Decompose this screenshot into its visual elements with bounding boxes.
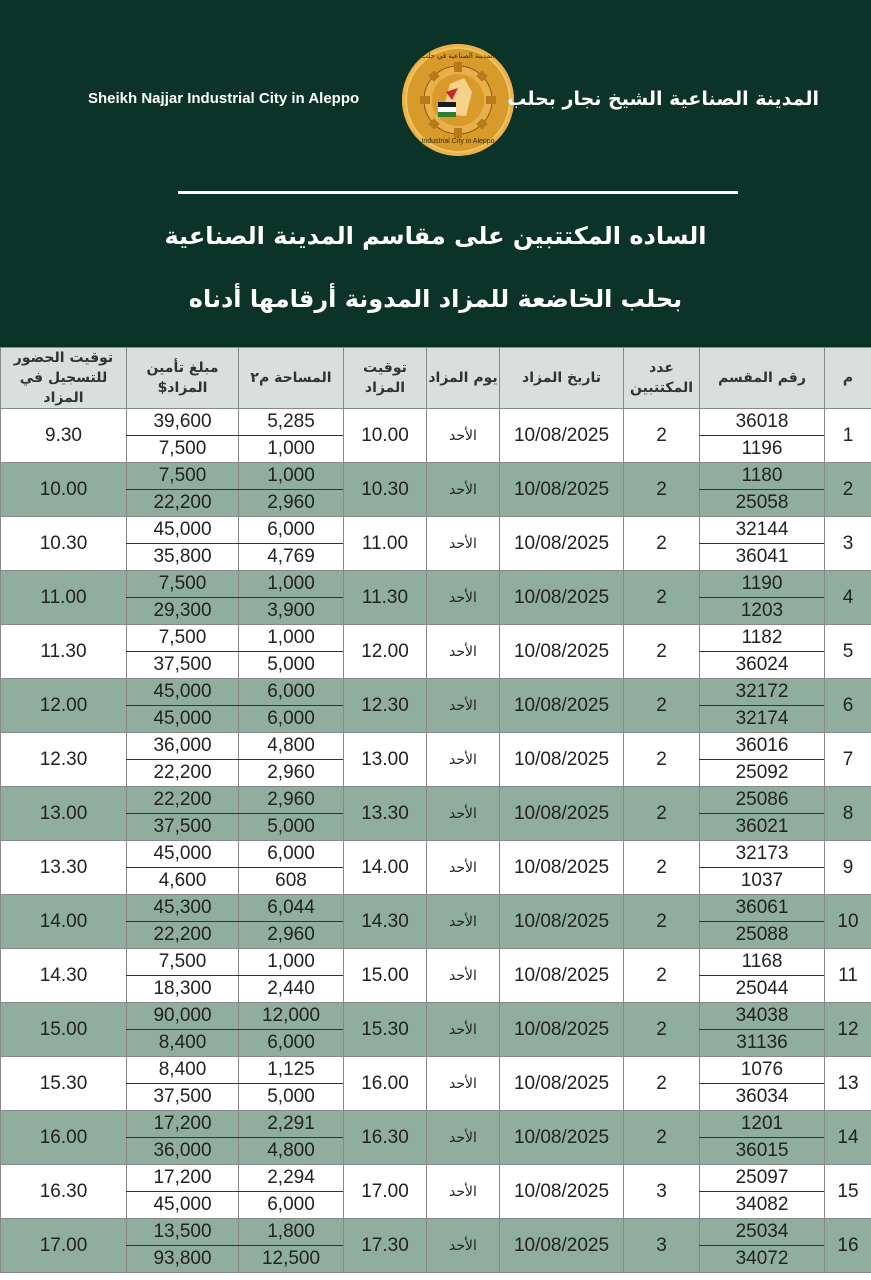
row-number: 3: [825, 517, 871, 571]
attendance-time: 15.00: [1, 1003, 127, 1057]
plot-area: 4,800: [239, 733, 344, 760]
insurance-amount: 39,600: [127, 409, 239, 436]
insurance-amount: 17,200: [127, 1111, 239, 1138]
auction-time: 10.30: [344, 463, 427, 517]
auction-day: الأحد: [427, 409, 500, 463]
plot-area: 2,440: [239, 976, 344, 1003]
auction-time: 16.00: [344, 1057, 427, 1111]
auction-date: 10/08/2025: [500, 733, 624, 787]
row-number: 5: [825, 625, 871, 679]
plot-number: 36016: [700, 733, 825, 760]
plot-area: 608: [239, 868, 344, 895]
table-row: [1, 625, 871, 652]
plot-area: 12,000: [239, 1003, 344, 1030]
plot-number: 31136: [700, 1030, 825, 1057]
row-number: 9: [825, 841, 871, 895]
insurance-amount: 22,200: [127, 490, 239, 517]
attendance-time: 15.30: [1, 1057, 127, 1111]
insurance-amount: 22,200: [127, 787, 239, 814]
plot-area: 5,285: [239, 409, 344, 436]
plot-number: 32173: [700, 841, 825, 868]
subscriber-count: 3: [624, 1165, 700, 1219]
plot-area: 1,000: [239, 463, 344, 490]
subscriber-count: 2: [624, 625, 700, 679]
table-header-row: [1, 348, 871, 409]
plot-number: 32172: [700, 679, 825, 706]
insurance-amount: 7,500: [127, 463, 239, 490]
plot-number: 25058: [700, 490, 825, 517]
header-divider: [178, 191, 738, 194]
attendance-time: 14.30: [1, 949, 127, 1003]
auction-time: 12.30: [344, 679, 427, 733]
row-number: 13: [825, 1057, 871, 1111]
attendance-time: 12.00: [1, 679, 127, 733]
insurance-amount: 45,000: [127, 679, 239, 706]
announcement-title-line2: بحلب الخاضعة للمزاد المدونة أرقامها أدناه: [188, 285, 683, 313]
plot-number: 1037: [700, 868, 825, 895]
attendance-time: 13.00: [1, 787, 127, 841]
row-number: 4: [825, 571, 871, 625]
col-header-area: المساحة م٢: [239, 348, 344, 409]
insurance-amount: 7,500: [127, 571, 239, 598]
plot-area: 6,000: [239, 841, 344, 868]
auction-table: [0, 347, 871, 1273]
row-number: 2: [825, 463, 871, 517]
subscriber-count: 2: [624, 841, 700, 895]
plot-area: 5,000: [239, 814, 344, 841]
subscriber-count: 2: [624, 733, 700, 787]
insurance-amount: 45,300: [127, 895, 239, 922]
row-number: 14: [825, 1111, 871, 1165]
auction-day: الأحد: [427, 517, 500, 571]
org-name-en: Sheikh Najjar Industrial City in Aleppo: [88, 90, 360, 107]
auction-time: 14.30: [344, 895, 427, 949]
plot-number: 36041: [700, 544, 825, 571]
plot-number: 34038: [700, 1003, 825, 1030]
plot-number: 34082: [700, 1192, 825, 1219]
insurance-amount: 8,400: [127, 1030, 239, 1057]
insurance-amount: 18,300: [127, 976, 239, 1003]
plot-number: 1180: [700, 463, 825, 490]
plot-number: 25086: [700, 787, 825, 814]
col-header-insurance: مبلغ تأمين المزاد$: [127, 348, 239, 409]
plot-area: 5,000: [239, 1084, 344, 1111]
insurance-amount: 8,400: [127, 1057, 239, 1084]
table-row: [1, 571, 871, 598]
plot-area: 6,000: [239, 679, 344, 706]
subscriber-count: 2: [624, 895, 700, 949]
insurance-amount: 13,500: [127, 1219, 239, 1246]
plot-area: 6,000: [239, 1192, 344, 1219]
plot-area: 1,000: [239, 436, 344, 463]
insurance-amount: 45,000: [127, 706, 239, 733]
attendance-time: 9.30: [1, 409, 127, 463]
insurance-amount: 22,200: [127, 922, 239, 949]
insurance-amount: 37,500: [127, 1084, 239, 1111]
col-header-time: توقيت المزاد: [344, 348, 427, 409]
insurance-amount: 29,300: [127, 598, 239, 625]
plot-number: 1190: [700, 571, 825, 598]
subscriber-count: 2: [624, 949, 700, 1003]
auction-time: 14.00: [344, 841, 427, 895]
attendance-time: 11.30: [1, 625, 127, 679]
auction-day: الأحد: [427, 625, 500, 679]
plot-number: 25088: [700, 922, 825, 949]
auction-day: الأحد: [427, 1165, 500, 1219]
auction-day: الأحد: [427, 895, 500, 949]
col-header-attendance: توقيت الحضور للتسجيل في المزاد: [1, 348, 127, 409]
attendance-time: 10.00: [1, 463, 127, 517]
auction-day: الأحد: [427, 571, 500, 625]
auction-date: 10/08/2025: [500, 787, 624, 841]
auction-time: 10.00: [344, 409, 427, 463]
plot-number: 1076: [700, 1057, 825, 1084]
table-row: [1, 1165, 871, 1192]
plot-number: 1182: [700, 625, 825, 652]
subscriber-count: 2: [624, 571, 700, 625]
plot-number: 32144: [700, 517, 825, 544]
table-row: [1, 1003, 871, 1030]
row-number: 6: [825, 679, 871, 733]
logo-text-bottom: Industrial City in Aleppo: [421, 138, 495, 145]
announcement-title-line1: الساده المكتتبين على مقاسم المدينة الصناعية: [164, 222, 707, 250]
plot-area: 2,291: [239, 1111, 344, 1138]
row-number: 12: [825, 1003, 871, 1057]
table-row: [1, 1219, 871, 1246]
subscriber-count: 3: [624, 1219, 700, 1273]
plot-area: 2,294: [239, 1165, 344, 1192]
auction-day: الأحد: [427, 733, 500, 787]
subscriber-count: 2: [624, 409, 700, 463]
auction-time: 17.30: [344, 1219, 427, 1273]
col-header-num: م: [825, 348, 871, 409]
plot-area: 1,800: [239, 1219, 344, 1246]
col-header-subscribers: عدد المكتتبين: [624, 348, 700, 409]
auction-date: 10/08/2025: [500, 571, 624, 625]
auction-date: 10/08/2025: [500, 949, 624, 1003]
insurance-amount: 36,000: [127, 1138, 239, 1165]
plot-area: 1,000: [239, 949, 344, 976]
plot-number: 34072: [700, 1246, 825, 1273]
row-number: 10: [825, 895, 871, 949]
insurance-amount: 7,500: [127, 436, 239, 463]
plot-area: 2,960: [239, 787, 344, 814]
attendance-time: 12.30: [1, 733, 127, 787]
subscriber-count: 2: [624, 1003, 700, 1057]
auction-date: 10/08/2025: [500, 625, 624, 679]
plot-area: 6,000: [239, 517, 344, 544]
row-number: 11: [825, 949, 871, 1003]
table-row: [1, 841, 871, 868]
auction-date: 10/08/2025: [500, 1219, 624, 1273]
plot-number: 25034: [700, 1219, 825, 1246]
auction-date: 10/08/2025: [500, 1057, 624, 1111]
plot-number: 36024: [700, 652, 825, 679]
insurance-amount: 45,000: [127, 1192, 239, 1219]
auction-date: 10/08/2025: [500, 679, 624, 733]
table-row: [1, 949, 871, 976]
insurance-amount: 93,800: [127, 1246, 239, 1273]
subscriber-count: 2: [624, 463, 700, 517]
plot-number: 36021: [700, 814, 825, 841]
auction-date: 10/08/2025: [500, 1003, 624, 1057]
auction-time: 12.00: [344, 625, 427, 679]
col-header-plot: رقم المقسم: [700, 348, 825, 409]
plot-area: 12,500: [239, 1246, 344, 1273]
auction-date: 10/08/2025: [500, 1111, 624, 1165]
plot-number: 25092: [700, 760, 825, 787]
auction-date: 10/08/2025: [500, 517, 624, 571]
table-row: [1, 679, 871, 706]
plot-number: 36061: [700, 895, 825, 922]
insurance-amount: 37,500: [127, 652, 239, 679]
table-row: [1, 463, 871, 490]
auction-day: الأحد: [427, 1111, 500, 1165]
plot-area: 4,800: [239, 1138, 344, 1165]
auction-time: 11.00: [344, 517, 427, 571]
auction-time: 16.30: [344, 1111, 427, 1165]
page-header: [0, 0, 871, 347]
plot-number: 1201: [700, 1111, 825, 1138]
auction-date: 10/08/2025: [500, 463, 624, 517]
insurance-amount: 45,000: [127, 517, 239, 544]
plot-number: 1168: [700, 949, 825, 976]
plot-area: 2,960: [239, 490, 344, 517]
insurance-amount: 37,500: [127, 814, 239, 841]
row-number: 7: [825, 733, 871, 787]
plot-number: 1203: [700, 598, 825, 625]
auction-day: الأحد: [427, 841, 500, 895]
row-number: 1: [825, 409, 871, 463]
auction-time: 15.00: [344, 949, 427, 1003]
auction-day: الأحد: [427, 1057, 500, 1111]
auction-time: 13.30: [344, 787, 427, 841]
attendance-time: 13.30: [1, 841, 127, 895]
plot-area: 2,960: [239, 760, 344, 787]
attendance-time: 17.00: [1, 1219, 127, 1273]
attendance-time: 10.30: [1, 517, 127, 571]
auction-time: 11.30: [344, 571, 427, 625]
row-number: 8: [825, 787, 871, 841]
auction-date: 10/08/2025: [500, 1165, 624, 1219]
auction-day: الأحد: [427, 1219, 500, 1273]
row-number: 15: [825, 1165, 871, 1219]
insurance-amount: 7,500: [127, 949, 239, 976]
auction-day: الأحد: [427, 949, 500, 1003]
subscriber-count: 2: [624, 679, 700, 733]
plot-number: 36015: [700, 1138, 825, 1165]
table-row: [1, 1057, 871, 1084]
table-row: [1, 1111, 871, 1138]
auction-time: 17.00: [344, 1165, 427, 1219]
plot-area: 5,000: [239, 652, 344, 679]
insurance-amount: 90,000: [127, 1003, 239, 1030]
attendance-time: 14.00: [1, 895, 127, 949]
attendance-time: 16.30: [1, 1165, 127, 1219]
subscriber-count: 2: [624, 1111, 700, 1165]
table-row: [1, 787, 871, 814]
org-name-ar: المدينة الصناعية الشيخ نجار بحلب: [507, 88, 819, 110]
row-number: 16: [825, 1219, 871, 1273]
auction-day: الأحد: [427, 679, 500, 733]
plot-area: 2,960: [239, 922, 344, 949]
industrial-city-logo: [402, 44, 514, 156]
auction-date: 10/08/2025: [500, 895, 624, 949]
subscriber-count: 2: [624, 1057, 700, 1111]
attendance-time: 16.00: [1, 1111, 127, 1165]
col-header-day: يوم المزاد: [427, 348, 500, 409]
plot-number: 32174: [700, 706, 825, 733]
plot-number: 36018: [700, 409, 825, 436]
auction-day: الأحد: [427, 463, 500, 517]
insurance-amount: 36,000: [127, 733, 239, 760]
auction-date: 10/08/2025: [500, 841, 624, 895]
insurance-amount: 17,200: [127, 1165, 239, 1192]
plot-area: 3,900: [239, 598, 344, 625]
plot-area: 1,000: [239, 571, 344, 598]
plot-number: 36034: [700, 1084, 825, 1111]
attendance-time: 11.00: [1, 571, 127, 625]
plot-number: 25044: [700, 976, 825, 1003]
insurance-amount: 35,800: [127, 544, 239, 571]
col-header-date: تاريخ المزاد: [500, 348, 624, 409]
table-row: [1, 409, 871, 436]
plot-area: 6,044: [239, 895, 344, 922]
table-row: [1, 517, 871, 544]
plot-area: 6,000: [239, 1030, 344, 1057]
subscriber-count: 2: [624, 517, 700, 571]
subscriber-count: 2: [624, 787, 700, 841]
logo-text-top: المدينة الصناعية في حلب: [421, 52, 495, 60]
auction-time: 15.30: [344, 1003, 427, 1057]
insurance-amount: 45,000: [127, 841, 239, 868]
auction-day: الأحد: [427, 1003, 500, 1057]
plot-area: 4,769: [239, 544, 344, 571]
auction-day: الأحد: [427, 787, 500, 841]
insurance-amount: 7,500: [127, 625, 239, 652]
plot-area: 1,000: [239, 625, 344, 652]
insurance-amount: 22,200: [127, 760, 239, 787]
table-row: [1, 895, 871, 922]
plot-number: 25097: [700, 1165, 825, 1192]
table-row: [1, 733, 871, 760]
plot-area: 6,000: [239, 706, 344, 733]
table-body: [1, 409, 871, 1273]
plot-number: 1196: [700, 436, 825, 463]
auction-time: 13.00: [344, 733, 427, 787]
auction-date: 10/08/2025: [500, 409, 624, 463]
insurance-amount: 4,600: [127, 868, 239, 895]
plot-area: 1,125: [239, 1057, 344, 1084]
